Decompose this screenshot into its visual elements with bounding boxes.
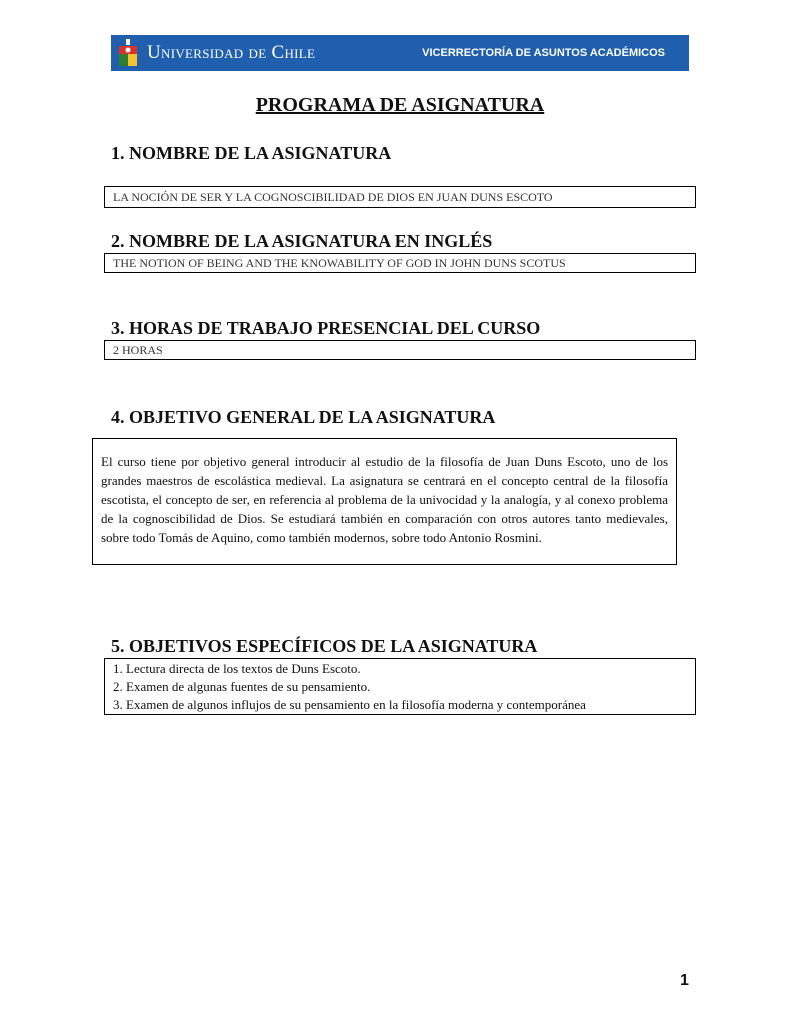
office-name: VICERRECTORÍA DE ASUNTOS ACADÉMICOS (422, 47, 665, 59)
section-2-value: THE NOTION OF BEING AND THE KNOWABILITY OF GOD IN JOHN DUNS SCOTUS (104, 253, 696, 273)
section-3-heading: 3. HORAS DE TRABAJO PRESENCIAL DEL CURSO (111, 318, 541, 338)
section-5-heading: 5. OBJETIVOS ESPECÍFICOS DE LA ASIGNATURA (111, 636, 538, 656)
header-banner (111, 35, 689, 71)
specific-objectives-list (104, 658, 696, 715)
section-3-value: 2 HORAS (104, 340, 696, 360)
list-item: 3. Examen de algunos influjos de su pensamiento en la filosofía moderna y contemporánea (113, 697, 586, 712)
list-item: 1. Lectura directa de los textos de Duns Escoto. (113, 661, 361, 676)
list-item: 2. Examen de algunas fuentes de su pensamiento. (113, 679, 371, 694)
section-1-heading: 1. NOMBRE DE LA ASIGNATURA (111, 143, 392, 163)
section-4-heading: 4. OBJETIVO GENERAL DE LA ASIGNATURA (111, 407, 496, 427)
general-objective-text: El curso tiene por objetivo general introducir al estudio de la filosofía de Juan Duns Escoto, uno de los grandes maestros de escolástica medieval. La asignatura se centrará en el concepto central de la filosofía escotista, el concepto de ser, en referencia al problema de la univocidad y la analogía, y al conexo problema de la cognoscibilidad de Dios. Se estudiará también en comparación con otros autores tanto medievales, sobre todo Tomás de Aquino, como también modernos, sobre todo Antonio Rosmini. (101, 454, 668, 545)
university-crest-icon (117, 38, 139, 68)
page-number: 1 (680, 972, 689, 989)
section-4-box (92, 438, 677, 565)
university-name: Universidad de Chile (147, 42, 316, 63)
section-2-heading: 2. NOMBRE DE LA ASIGNATURA EN INGLÉS (111, 231, 493, 251)
section-1-value: LA NOCIÓN DE SER Y LA COGNOSCIBILIDAD DE DIOS EN JUAN DUNS ESCOTO (104, 186, 696, 208)
page-title: PROGRAMA DE ASIGNATURA (255, 94, 545, 116)
